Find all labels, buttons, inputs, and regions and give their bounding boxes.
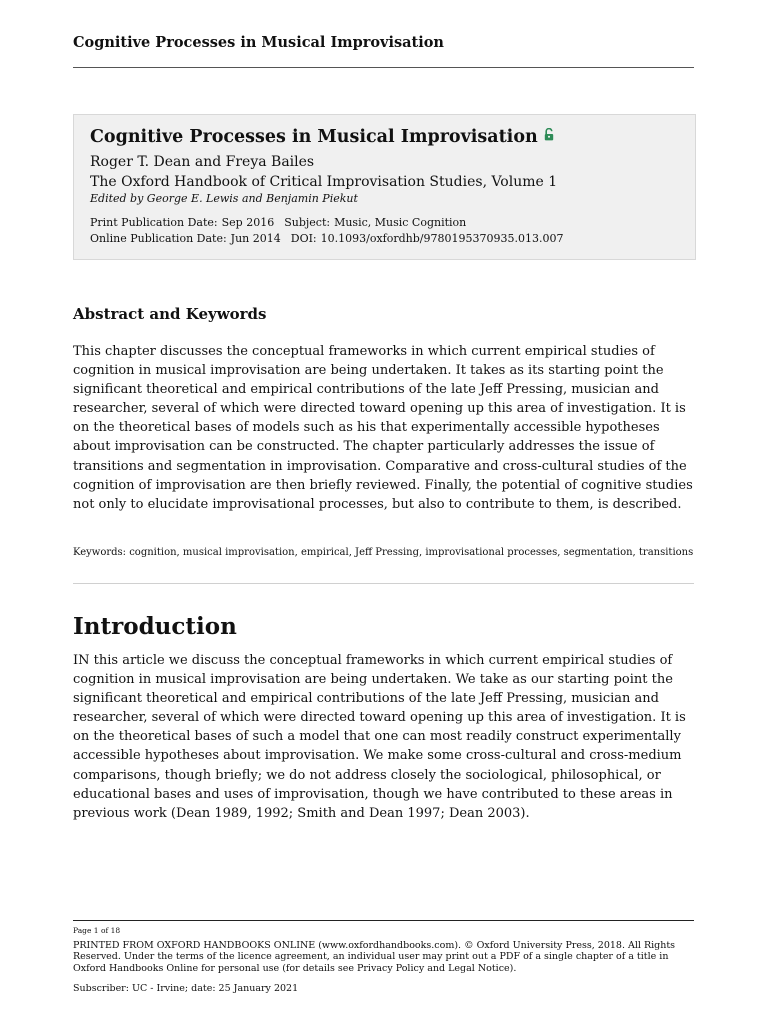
copyright-notice: PRINTED FROM OXFORD HANDBOOKS ONLINE (www.oxfordhandbooks.com). © Oxford University Press, 2018. All Rights Reserved. Under the terms of the licence agreement, an individual user may print out a PDF of a single chapter of a title in Oxford Handbooks Online for personal use (for details see Privacy Policy and Legal Notice). [73,940,676,974]
doi-label: DOI: [290,232,317,245]
chapter-authors: Roger T. Dean and Freya Bailes [90,154,315,170]
print-date-label: Print Publication Date: [90,216,218,229]
subscriber-info: Subscriber: UC - Irvine; date: 25 January 2021 [73,983,299,994]
book-title: The Oxford Handbook of Critical Improvisation Studies, Volume 1 [90,174,558,190]
footer-rule [73,920,694,921]
online-date-label: Online Publication Date: [90,232,227,245]
online-date: Jun 2014 [230,232,281,245]
keywords: Keywords: cognition, musical improvisation, empirical, Jeff Pressing, improvisational processes, segmentation, transitions [73,547,694,558]
abstract-heading: Abstract and Keywords [73,305,267,323]
print-date: Sep 2016 [221,216,275,229]
open-lock-icon [544,126,554,146]
chapter-title-text: Cognitive Processes in Musical Improvisation [90,127,538,147]
subject-value: Music, Music Cognition [334,216,467,229]
doi-value[interactable]: 10.1093/oxfordhb/9780195370935.013.007 [320,232,564,245]
chapter-metadata-box [73,114,696,260]
book-editors: Edited by George E. Lewis and Benjamin Piekut [90,192,358,205]
page-number: Page 1 of 18 [73,926,121,935]
introduction-text: IN this article we discuss the conceptual frameworks in which current empirical studies of cognition in musical improvisation are being undertaken. We take as our starting point the significant theoretical and empirical contributions of the late Jeff Pressing, musician and researcher, several of which were directed toward opening up this area of investigation. It is on the theoretical bases of such a model that one can most readily construct experimentally accessible hypotheses about improvisation. We make some cross-cultural and cross-medium comparisons, though briefly; we do not address closely the sociological, philosophical, or educational bases and uses of improvisation, though we have contributed to these areas in previous work (Dean 1989, 1992; Smith and Dean 1997; Dean 2003). [73,653,686,821]
subject-label: Subject: [284,216,331,229]
print-publication-row [90,216,466,229]
section-divider [73,583,694,584]
chapter-title [90,127,554,148]
introduction-heading: Introduction [73,613,237,640]
running-head: Cognitive Processes in Musical Improvisation [73,34,444,51]
abstract-text: This chapter discusses the conceptual frameworks in which current empirical studies of cognition in musical improvisation are being undertaken. It takes as its starting point the significant theoretical and empirical contributions of the late Jeff Pressing, musician and researcher, several of which were directed toward opening up this area of investigation. It is on the theoretical bases of models such as his that experimentally accessible hypotheses about improvisation can be constructed. The chapter particularly addresses the issue of transitions and segmentation in improvisation. Comparative and cross-cultural studies of the cognition of improvisation are then briefly reviewed. Finally, the potential of cognitive studies not only to elucidate improvisational processes, but also to contribute to them, is described. [73,344,693,512]
header-rule [73,67,694,68]
online-publication-row [90,232,563,245]
